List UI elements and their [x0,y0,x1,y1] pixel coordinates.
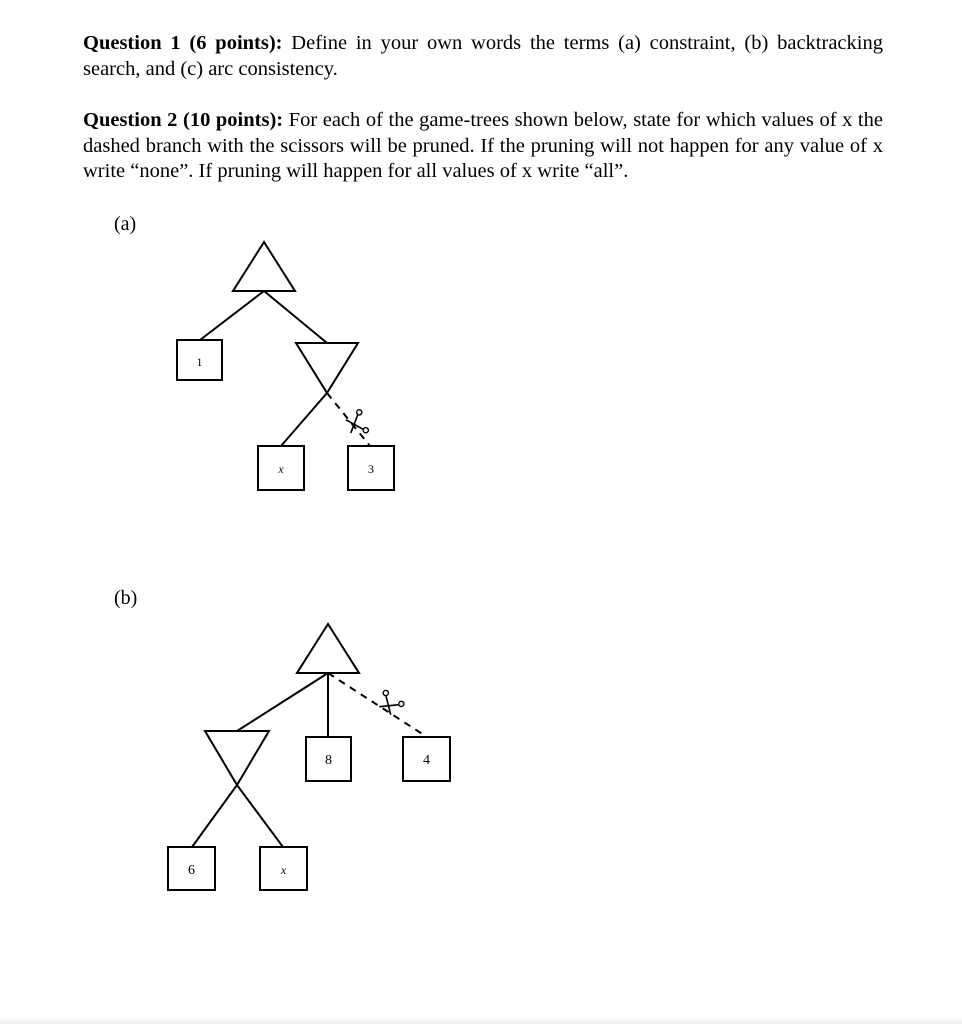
tree-b-min-node [205,731,269,785]
tree-b-edge-max-to-min [237,673,328,731]
tree-b-max-node [297,624,359,673]
tree-a-edge-max-to-min [264,291,327,343]
tree-b-scissors-icon [375,689,405,717]
tree-b-leaf-right-value: 4 [423,753,430,768]
tree-b [168,624,450,890]
tree-b-label: (b) [114,587,138,609]
tree-a [177,242,394,490]
tree-b-edge-min-to-leaf-x [237,785,283,847]
tree-a-max-node [233,242,295,291]
question-2-heading: Question 2 (10 points): [83,109,284,131]
tree-a-pruned-edge [327,393,370,446]
tree-a-leaf-middle-value: x [278,462,284,476]
tree-b-edge-min-to-leaf-6 [192,785,237,847]
tree-b-leaf-min-left-value: 6 [188,863,195,878]
tree-a-min-node [296,343,358,393]
tree-a-leaf-left-value: 1 [196,355,203,369]
question-1-text: Define in your own words the terms (a) constraint, (b) backtracking search, and (c) arc consistency. [83,32,883,80]
tree-b-leaf-min-right-value: x [280,863,287,877]
tree-a-label: (a) [114,213,137,235]
question-2-text: For each of the game-trees shown below, state for which values of x the dashed branch with the scissors will be pruned. If the pruning will not happen for any value of x write “none”. If pruning will happen for all values of x write “all”. [83,109,883,182]
question-1-heading: Question 1 (6 points): [83,32,283,54]
tree-b-leaf-middle-value: 8 [325,753,332,768]
tree-a-edge-max-to-leaf-1 [200,291,264,340]
tree-b-pruned-edge [328,673,427,737]
tree-a-edge-min-to-leaf-x [281,393,327,446]
tree-a-leaf-right-value: 3 [368,462,374,476]
page-bottom-edge [0,1016,962,1024]
tree-a-scissors-icon [344,409,369,438]
